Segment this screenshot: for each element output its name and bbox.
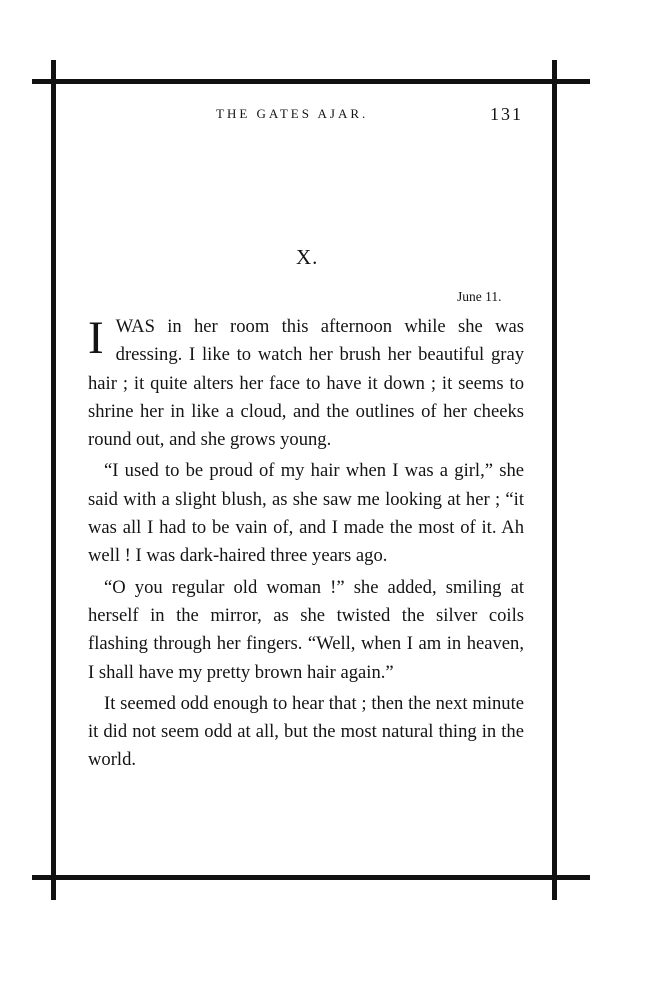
paragraph-3: “O you regular old woman !” she added, smiling at herself in the mirror, as she twisted the silver coils flashing through her fingers. “Well, when I am in heaven, I shall have my pretty brown hair again.” <box>88 576 524 683</box>
page-border-left <box>51 60 56 900</box>
drop-cap: I <box>88 312 104 364</box>
paragraph-1 <box>88 313 524 454</box>
page-border-top <box>32 79 590 84</box>
page-number: 131 <box>490 104 523 124</box>
chapter-number: X. <box>296 245 319 269</box>
running-header-title: THE GATES AJAR. <box>216 106 369 121</box>
page-border-right <box>552 60 557 900</box>
paragraph-1-text: WAS in her room this afternoon while she was dressing. I like to watch her brush her beautiful gray hair ; it quite alters her face to have it down ; it seems to shrine her in like a cloud, and the outlines of her cheeks round out, and she grows young. <box>88 316 524 451</box>
body-text <box>88 313 524 778</box>
paragraph-4: It seemed odd enough to hear that ; then the next minute it did not seem odd at all, but the most natural thing in the world. <box>88 692 524 771</box>
page-border-bottom <box>32 875 590 880</box>
chapter-date: June 11. <box>457 289 502 304</box>
paragraph-2: “I used to be proud of my hair when I was a girl,” she said with a slight blush, as she saw me looking at her ; “it was all I had to be vain of, and I made the most of it. Ah well ! I was dark-haired three years ago. <box>88 460 524 567</box>
